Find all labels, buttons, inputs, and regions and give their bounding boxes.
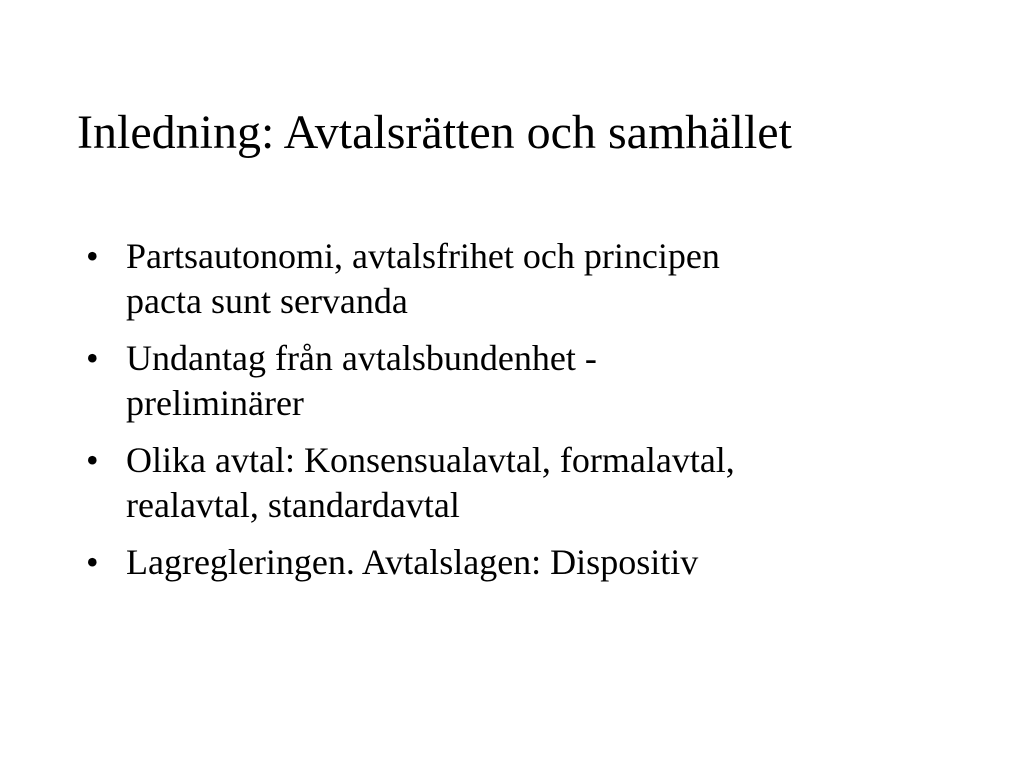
bullet-text-line: preliminärer	[126, 383, 304, 423]
bullet-item	[86, 336, 946, 426]
bullet-dot-icon: •	[86, 542, 99, 582]
bullet-item	[86, 438, 946, 528]
bullet-text-line: Lagregleringen. Avtalslagen: Dispositiv	[126, 542, 699, 582]
bullet-text-line: Partsautonomi, avtalsfrihet och principen	[126, 236, 720, 276]
bullet-text-line: realavtal, standardavtal	[126, 485, 460, 525]
bullet-item	[86, 234, 946, 324]
bullet-text-line: Olika avtal: Konsensualavtal, formalavtal,	[126, 440, 735, 480]
bullet-dot-icon: •	[86, 236, 99, 276]
bullet-text-line: pacta sunt servanda	[126, 281, 408, 321]
bullet-list	[86, 234, 946, 597]
bullet-dot-icon: •	[86, 440, 99, 480]
bullet-dot-icon: •	[86, 338, 99, 378]
bullet-item	[86, 540, 946, 585]
slide-title: Inledning: Avtalsrätten och samhället	[77, 106, 792, 159]
bullet-text-line: Undantag från avtalsbundenhet -	[126, 338, 597, 378]
